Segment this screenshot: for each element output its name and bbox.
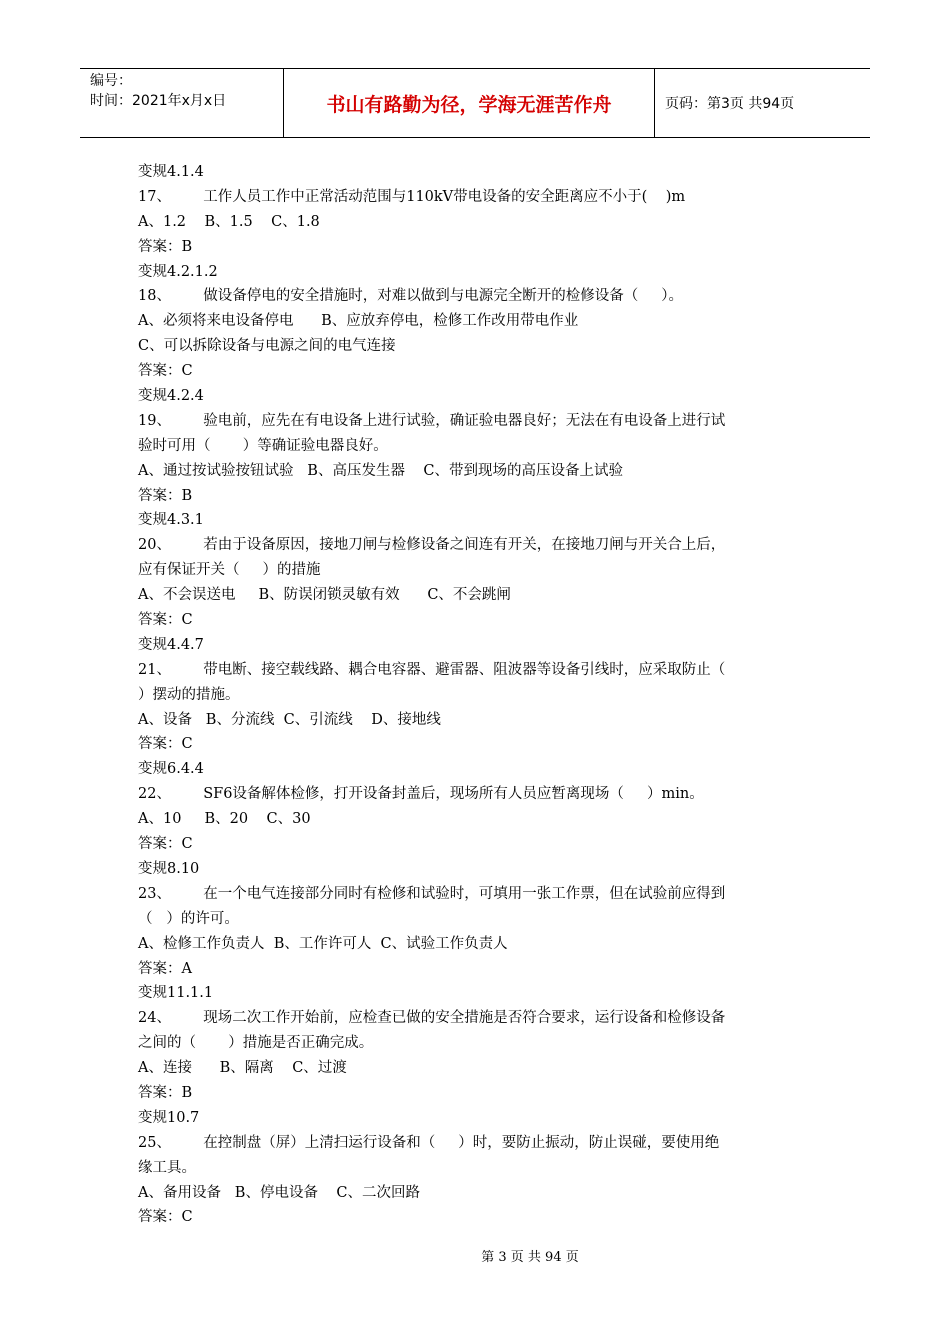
text-line: 缘工具。 [138, 1159, 196, 1176]
header-page-info: 页码：第3页 共94页 [665, 96, 795, 112]
text-line: 变规4.1.4 [138, 164, 204, 180]
text-line: A、设备 B、分流线 C、引流线 D、接地线 [138, 711, 441, 728]
header-meta [80, 69, 283, 137]
text-line: 24、 现场二次工作开始前，应检查已做的安全措施是否符合要求，运行设备和检修设备 [138, 1010, 726, 1027]
text-line: A、1.2 B、1.5 C、1.8 [138, 213, 320, 230]
text-line: 21、 带电断、接空载线路、耦合电容器、避雷器、阻波器等设备引线时，应采取防止（ [138, 661, 726, 678]
text-line: 答案：B [138, 238, 193, 255]
text-line: A、10 B、20 C、30 [138, 811, 311, 828]
text-line: ）摆动的措施。 [138, 686, 240, 703]
text-line: 变规4.2.1.2 [138, 263, 218, 280]
text-line: C、可以拆除设备与电源之间的电气连接 [138, 338, 396, 355]
text-line: 变规10.7 [138, 1109, 200, 1126]
text-line: 应有保证开关（ ）的措施 [138, 562, 321, 579]
text-line: 变规4.4.7 [138, 636, 204, 653]
text-line: A、备用设备 B、停电设备 C、二次回路 [138, 1184, 420, 1201]
text-line: 答案：C [138, 1209, 193, 1226]
text-line: 答案：B [138, 487, 193, 504]
text-line: 22、 SF6设备解体检修，打开设备封盖后，现场所有人员应暂离现场（ ）min。 [138, 786, 704, 803]
document-body [138, 160, 818, 1230]
text-line: 变规4.2.4 [138, 388, 204, 405]
text-line: A、不会误送电 B、防误闭锁灵敏有效 C、不会跳闸 [138, 587, 511, 604]
text-line: 验时可用（ ）等确证验电器良好。 [138, 437, 388, 454]
page-header [80, 68, 870, 138]
text-line: 23、 在一个电气连接部分同时有检修和试验时，可填用一张工作票，但在试验前应得到 [138, 885, 726, 902]
text-line: A、连接 B、隔离 C、过渡 [138, 1060, 347, 1077]
text-line: 答案：A [138, 960, 192, 977]
text-line: 25、 在控制盘（屏）上清扫运行设备和（ ）时，要防止振动，防止误碰，要使用绝 [138, 1134, 720, 1151]
text-line: 变规11.1.1 [138, 985, 214, 1002]
text-line: 变规8.10 [138, 860, 200, 877]
text-line: 18、 做设备停电的安全措施时，对难以做到与电源完全断开的检修设备（ ）。 [138, 288, 684, 305]
text-line: 17、 工作人员工作中正常活动范围与110kV带电设备的安全距离应不小于( )m [138, 188, 686, 205]
text-line: 变规6.4.4 [138, 761, 204, 778]
text-line: 答案：C [138, 736, 193, 753]
text-line: A、检修工作负责人 B、工作许可人 C、试验工作负责人 [138, 935, 508, 952]
text-line: 答案：C [138, 612, 193, 629]
text-line: 20、 若由于设备原因，接地刀闸与检修设备之间连有开关，在接地刀闸与开关合上后， [138, 537, 726, 554]
text-line: A、必须将来电设备停电 B、应放弃停电，检修工作改用带电作业 [138, 313, 579, 330]
text-line: 答案：C [138, 363, 193, 380]
text-line: （ ）的许可。 [138, 910, 239, 927]
text-line: A、通过按试验按钮试验 B、高压发生器 C、带到现场的高压设备上试验 [138, 462, 623, 479]
text-line: 答案：C [138, 836, 193, 853]
page-footer [0, 1246, 950, 1265]
text-line: 之间的（ ）措施是否正确完成。 [138, 1035, 374, 1052]
page-number-footer: 第 3 页 共 94 页 [481, 1250, 579, 1265]
header-motto: 书山有路勤为径，学海无涯苦作舟 [283, 69, 655, 137]
text-line: 19、 验电前，应先在有电设备上进行试验，确证验电器良好；无法在有电设备上进行试 [138, 412, 726, 429]
text-line: 答案：B [138, 1084, 193, 1101]
document-number-label: 编号： [90, 73, 132, 89]
document-date-label: 时间：2021年x月x日 [90, 93, 227, 109]
text-line: 变规4.3.1 [138, 512, 204, 529]
